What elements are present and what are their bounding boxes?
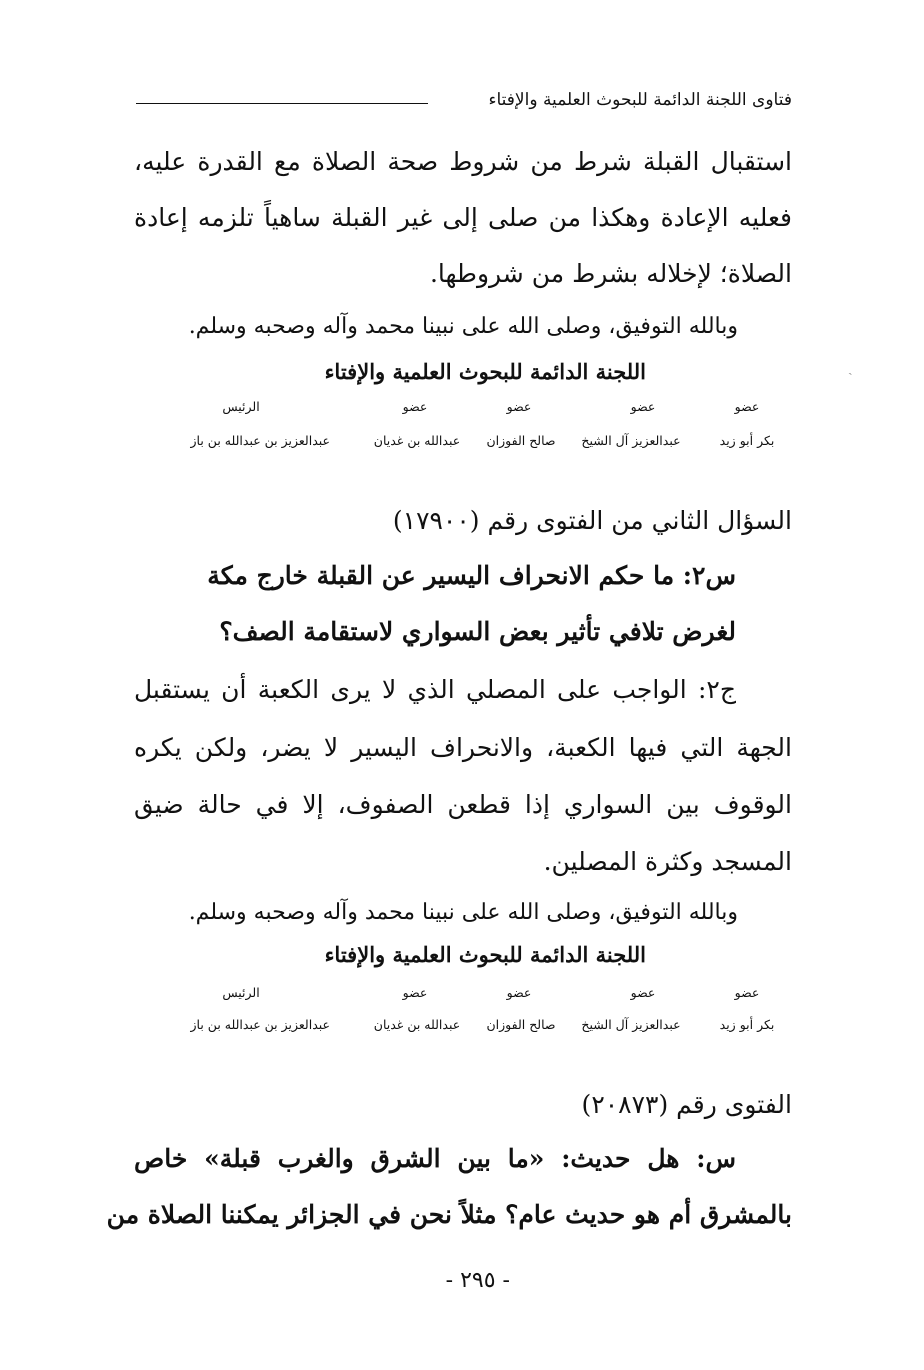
body-line: الصلاة؛ لإخلاله بشرط من شروطها. [429, 259, 792, 288]
signatory-name: بكر أبو زيد [719, 433, 775, 448]
signatory-name: بكر أبو زيد [719, 1017, 775, 1032]
signatory-role: عضو [630, 985, 656, 1000]
answer-line: الجهة التي فيها الكعبة، والانحراف اليسير لا يضر، ولكن يكره [134, 733, 792, 762]
signatory-name: عبدالعزيز بن عبدالله بن باز [190, 1017, 330, 1032]
signatory-role: عضو [734, 399, 760, 414]
answer-line: الوقوف بين السواري إذا قطعن الصفوف، إلا في حالة ضيق [134, 790, 792, 819]
signatory-name: عبدالله بن غديان [373, 433, 461, 448]
fatwa-heading: السؤال الثاني من الفتوى رقم (١٧٩٠٠) [392, 506, 792, 535]
body-line: استقبال القبلة شرط من شروط صحة الصلاة مع القدرة عليه، [134, 147, 792, 176]
question-line: س٢: ما حكم الانحراف اليسير عن القبلة خارج مكة [207, 561, 736, 590]
signatory-role: عضو [402, 985, 428, 1000]
question-line: لغرض تلافي تأثير بعض السواري لاستقامة الصف؟ [219, 617, 736, 646]
signatory-name: عبدالله بن غديان [373, 1017, 461, 1032]
question-line: س: هل حديث: «ما بين الشرق والغرب قبلة» خاص [134, 1144, 736, 1173]
signatory-name: صالح الفوزان [486, 433, 556, 448]
signatory-role: عضو [506, 399, 532, 414]
signatory-role: عضو [506, 985, 532, 1000]
closing-formula: وبالله التوفيق، وصلى الله على نبينا محمد وآله وصحبه وسلم. [188, 314, 738, 339]
answer-line: المسجد وكثرة المصلين. [543, 847, 792, 876]
signatory-role: عضو [402, 399, 428, 414]
signatory-name: صالح الفوزان [486, 1017, 556, 1032]
signatory-name: عبدالعزيز بن عبدالله بن باز [190, 433, 330, 448]
body-line: فعليه الإعادة وهكذا من صلى إلى غير القبلة ساهياً تلزمه إعادة [134, 203, 792, 232]
scan-mark: ˏ [848, 360, 853, 376]
answer-line: ج٢: الواجب على المصلي الذي لا يرى الكعبة أن يستقبل [134, 675, 736, 704]
signatory-name: عبدالعزيز آل الشيخ [581, 433, 681, 448]
committee-name: اللجنة الدائمة للبحوث العلمية والإفتاء [324, 359, 646, 384]
page-number: - ٢٩٥ - [445, 1268, 510, 1293]
fatwa-heading: الفتوى رقم (٢٠٨٧٣) [581, 1090, 792, 1119]
signatory-role: الرئيس [222, 985, 260, 1000]
question-line: بالمشرق أم هو حديث عام؟ مثلاً نحن في الجزائر يمكننا الصلاة من [106, 1200, 792, 1229]
signatory-role: عضو [734, 985, 760, 1000]
closing-formula: وبالله التوفيق، وصلى الله على نبينا محمد وآله وصحبه وسلم. [188, 900, 738, 925]
header-rule [136, 103, 428, 104]
signatory-role: الرئيس [222, 399, 260, 414]
signatory-name: عبدالعزيز آل الشيخ [581, 1017, 681, 1032]
signatory-role: عضو [630, 399, 656, 414]
running-header: فتاوى اللجنة الدائمة للبحوث العلمية والإفتاء [488, 90, 792, 110]
committee-name: اللجنة الدائمة للبحوث العلمية والإفتاء [324, 942, 646, 967]
